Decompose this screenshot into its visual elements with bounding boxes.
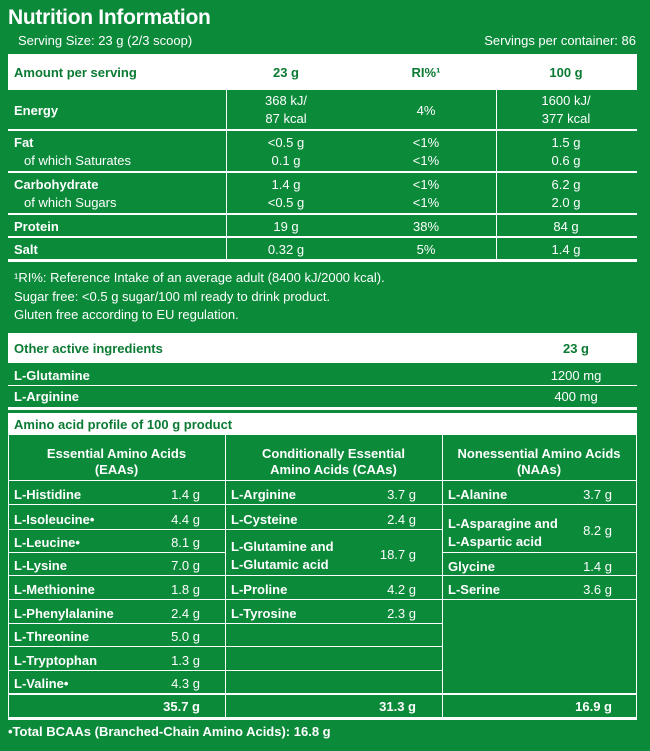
caa-value: 4.2 g [387, 582, 416, 597]
table-bottom-border [8, 717, 637, 720]
other-glutamine-label: L-Glutamine [14, 368, 90, 383]
carbohydrate-ri: <1% [412, 177, 440, 192]
sugars-100g: 2.0 g [551, 195, 581, 210]
amino-grid-border [8, 435, 9, 718]
row-divider [8, 623, 225, 624]
row-divider [442, 504, 636, 505]
row-divider [8, 552, 225, 553]
eaa-value: 5.0 g [171, 629, 200, 644]
naa-value: 1.4 g [583, 559, 612, 574]
table-bottom-border [8, 259, 637, 262]
header-col-ri: RI%¹ [411, 65, 441, 80]
row-divider [8, 129, 637, 131]
note-sugar-free: Sugar free: <0.5 g sugar/100 ml ready to drink product. [14, 289, 331, 304]
saturates-ri: <1% [412, 153, 440, 168]
protein-label: Protein [14, 219, 59, 234]
sugars-ri: <1% [412, 195, 440, 210]
caa-total: 31.3 g [379, 699, 416, 714]
servings-per-container: Servings per container: 86 [484, 33, 636, 48]
carbohydrate-100g: 6.2 g [551, 177, 581, 192]
eaa-value: 1.4 g [171, 487, 200, 502]
salt-100g: 1.4 g [551, 242, 581, 257]
eaa-label: L-Lysine [14, 558, 67, 573]
naa-label: L-Serine [448, 582, 501, 597]
eaa-label: L-Histidine [14, 487, 82, 502]
row-divider [8, 670, 225, 671]
other-arginine-label: L-Arginine [14, 389, 79, 404]
protein-23g: 19 g [273, 219, 299, 234]
eaa-label: L-Methionine [14, 582, 95, 597]
header-amount-label: Amount per serving [14, 65, 137, 80]
row-divider [8, 385, 637, 386]
main-col-divider [226, 90, 227, 260]
note-ri: ¹RI%: Reference Intake of an average adult (8400 kJ/2000 kcal). [14, 270, 385, 285]
saturates-100g: 0.6 g [551, 153, 581, 168]
fat-ri: <1% [412, 135, 440, 150]
row-divider [442, 599, 636, 600]
other-header-col: 23 g [562, 341, 589, 356]
caa-label: L-Proline [231, 582, 288, 597]
eaa-value: 4.3 g [171, 676, 200, 691]
amino-grid-border [636, 435, 637, 718]
carbohydrate-label: Carbohydrate [14, 177, 99, 192]
eaa-label: L-Valine• [14, 676, 69, 691]
row-divider [225, 599, 442, 600]
amino-grid-divider [225, 435, 226, 718]
salt-label: Salt [14, 242, 38, 257]
eaa-total: 35.7 g [163, 699, 200, 714]
protein-100g: 84 g [553, 219, 579, 234]
main-col-divider [496, 90, 497, 260]
row-divider [8, 171, 637, 173]
naa-label: L-Alanine [448, 487, 508, 502]
amino-header-label: Amino acid profile of 100 g product [14, 417, 233, 432]
caa-header-line1: Conditionally Essential [261, 446, 406, 461]
energy-100g-kcal: 377 kcal [541, 111, 591, 126]
caa-label: L-Arginine [231, 487, 296, 502]
saturates-23g: 0.1 g [271, 153, 301, 168]
caa-label-line2: L-Glutamic acid [231, 557, 329, 572]
amino-grid-divider [442, 435, 443, 718]
caa-value: 2.3 g [387, 606, 416, 621]
salt-23g: 0.32 g [267, 242, 305, 257]
bcaa-footnote: •Total BCAAs (Branched-Chain Amino Acids): 16.8 g [8, 724, 331, 739]
other-header-label: Other active ingredients [14, 341, 163, 356]
row-divider [225, 623, 442, 624]
row-divider [8, 529, 225, 530]
note-gluten-free: Gluten free according to EU regulation. [14, 307, 239, 322]
fat-label: Fat [14, 135, 34, 150]
eaa-label: L-Leucine• [14, 535, 80, 550]
energy-23g-kcal: 87 kcal [265, 111, 307, 126]
header-col-100g: 100 g [549, 65, 583, 80]
eaa-value: 1.8 g [171, 582, 200, 597]
naa-value: 8.2 g [583, 523, 612, 538]
eaa-label: L-Isoleucine• [14, 512, 95, 527]
caa-value: 3.7 g [387, 487, 416, 502]
row-divider [442, 575, 636, 576]
naa-total: 16.9 g [575, 699, 612, 714]
other-arginine-value: 400 mg [554, 389, 598, 404]
eaa-header-line2: (EAAs) [94, 462, 139, 477]
sugars-label: of which Sugars [24, 195, 117, 210]
caa-value: 18.7 g [379, 547, 416, 562]
serving-size: Serving Size: 23 g (2/3 scoop) [18, 33, 193, 48]
other-glutamine-value: 1200 mg [550, 368, 602, 383]
eaa-value: 2.4 g [171, 606, 200, 621]
energy-23g-kj: 368 kJ/ [265, 93, 307, 108]
energy-label: Energy [14, 103, 59, 118]
energy-100g-kj: 1600 kJ/ [541, 93, 591, 108]
fat-23g: <0.5 g [267, 135, 305, 150]
naa-value: 3.7 g [583, 487, 612, 502]
table-bottom-border [8, 407, 637, 410]
naa-label-line2: L-Aspartic acid [448, 534, 542, 549]
saturates-label: of which Saturates [24, 153, 131, 168]
naa-header-line1: Nonessential Amino Acids [457, 446, 621, 461]
row-divider [442, 552, 636, 553]
fat-100g: 1.5 g [551, 135, 581, 150]
row-divider [225, 504, 442, 505]
row-divider [8, 213, 637, 215]
caa-header-line2: Amino Acids (CAAs) [270, 462, 397, 477]
salt-ri: 5% [416, 242, 436, 257]
eaa-label: L-Threonine [14, 629, 90, 644]
row-divider [225, 670, 442, 671]
caa-label: L-Tyrosine [231, 606, 297, 621]
eaa-value: 8.1 g [171, 535, 200, 550]
row-divider [8, 236, 637, 238]
naa-label: Glycine [448, 559, 495, 574]
eaa-value: 4.4 g [171, 512, 200, 527]
amino-header-divider [8, 480, 637, 481]
row-divider [8, 646, 225, 647]
naa-value: 3.6 g [583, 582, 612, 597]
energy-ri: 4% [416, 103, 436, 118]
row-divider [225, 646, 442, 647]
header-col-23g: 23 g [272, 65, 299, 80]
row-divider [225, 575, 442, 576]
eaa-label: L-Phenylalanine [14, 606, 114, 621]
eaa-value: 1.3 g [171, 653, 200, 668]
caa-label: L-Glutamine and [231, 539, 334, 554]
carbohydrate-23g: 1.4 g [271, 177, 301, 192]
eaa-label: L-Tryptophan [14, 653, 98, 668]
row-divider [225, 529, 442, 530]
caa-value: 2.4 g [387, 512, 416, 527]
naa-header-line2: (NAAs) [516, 462, 562, 477]
caa-label: L-Cysteine [231, 512, 298, 527]
totals-divider [8, 693, 637, 695]
naa-label: L-Asparagine and [448, 516, 558, 531]
sugars-23g: <0.5 g [267, 195, 305, 210]
row-divider [8, 504, 225, 505]
page-title: Nutrition Information [8, 6, 211, 29]
protein-ri: 38% [412, 219, 440, 234]
eaa-value: 7.0 g [171, 558, 200, 573]
eaa-header-line1: Essential Amino Acids [46, 446, 187, 461]
row-divider [8, 575, 225, 576]
row-divider [8, 599, 225, 600]
